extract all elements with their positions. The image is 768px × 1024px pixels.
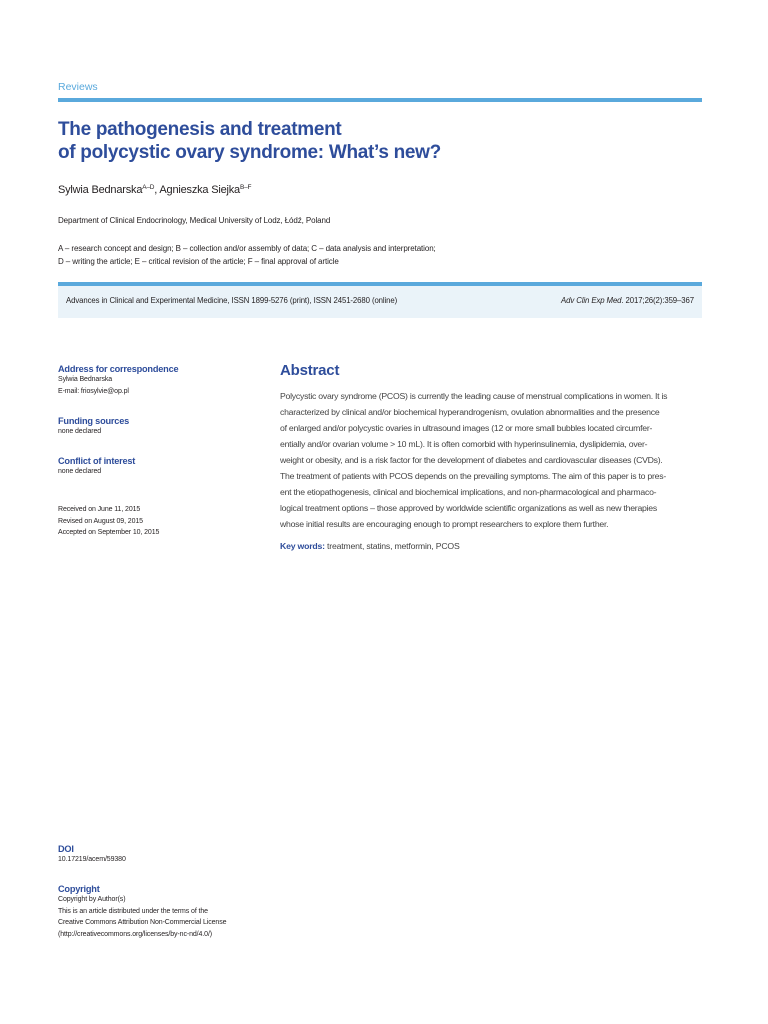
abstract-line: logical treatment options – those approved by worldwide scientific organizations as well as new therapies — [280, 503, 657, 513]
contribution-legend — [58, 242, 436, 268]
abstract-line: The treatment of patients with PCOS depends on the prevailing symptoms. The aim of this paper is to pres- — [280, 471, 666, 481]
title-line: of polycystic ovary syndrome: What’s new? — [58, 142, 441, 163]
copyright-line: This is an article distributed under the terms of the — [58, 907, 208, 915]
author-contribution: A–D — [142, 184, 155, 191]
received-date: Received on June 11, 2015 — [58, 506, 141, 513]
funding-block — [58, 416, 129, 438]
authors — [58, 184, 251, 196]
correspondence-heading: Address for correspondence — [58, 364, 179, 374]
doi-heading: DOI — [58, 844, 74, 854]
copyright-heading: Copyright — [58, 884, 100, 894]
abstract-line: entially and/or ovarian volume > 10 mL). It is often comorbid with hyperinsulinemia, dyslipidemia, over- — [280, 439, 648, 449]
abstract-line: Polycystic ovary syndrome (PCOS) is currently the leading cause of menstrual complications in women. It is — [280, 391, 668, 401]
journal-name: Advances in Clinical and Experimental Medicine, ISSN 1899-5276 (print), ISSN 2451-2680 (online) — [66, 296, 398, 305]
journal-abbrev: Adv Clin Exp Med — [561, 296, 622, 305]
accepted-date: Accepted on September 10, 2015 — [58, 529, 160, 536]
article-title — [58, 118, 618, 164]
abstract-line: ent the etiopathogenesis, clinical and biochemical implications, and non-pharmacological and pharmaco- — [280, 487, 657, 497]
funding-heading: Funding sources — [58, 416, 130, 426]
top-rule — [58, 98, 702, 102]
affiliation: Department of Clinical Endocrinology, Medical University of Lodz, Łódź, Poland — [58, 216, 331, 225]
contribution-line: A – research concept and design; B – collection and/or assembly of data; C – data analysis and interpretation; — [58, 244, 436, 253]
author-name: Agnieszka Siejka — [159, 184, 240, 196]
contribution-line: D – writing the article; E – critical revision of the article; F – final approval of article — [58, 257, 339, 266]
author-contribution: B–F — [239, 184, 252, 191]
author-name: Sylwia Bednarska — [58, 184, 143, 196]
journal-bar — [58, 286, 702, 318]
doi-block — [58, 844, 126, 866]
abstract-body — [280, 388, 702, 532]
author-separator: , — [154, 184, 160, 196]
revised-date: Revised on August 09, 2015 — [58, 517, 143, 525]
abstract-line: of enlarged and/or polycystic ovaries in ultrasound images (12 or more small bubbles located circumfer- — [280, 423, 653, 433]
keywords — [280, 541, 460, 551]
correspondence-block — [58, 364, 178, 397]
section-label: Reviews — [58, 81, 98, 93]
correspondence-name: Sylwia Bednarska — [58, 376, 113, 383]
conflict-text: none declared — [58, 468, 102, 475]
journal-citation — [561, 296, 694, 305]
title-line: The pathogenesis and treatment — [58, 119, 342, 140]
funding-text: none declared — [58, 428, 102, 435]
conflict-block — [58, 456, 135, 478]
keywords-list: treatment, statins, metformin, PCOS — [324, 541, 460, 551]
copyright-block — [58, 884, 226, 940]
copyright-text — [58, 894, 226, 940]
copyright-line: Copyright by Author(s) — [58, 896, 126, 903]
dates-block — [58, 504, 159, 539]
abstract-heading: Abstract — [280, 362, 340, 379]
copyright-line: (http://creativecommons.org/licenses/by-nc-nd/4.0/) — [58, 930, 213, 938]
abstract-line: characterized by clinical and/or biochemical hyperandrogenism, ovulation abnormalities and the presence — [280, 407, 660, 417]
citation-details: . 2017;26(2):359–367 — [621, 296, 694, 305]
correspondence-email: E-mail: friosylvie@op.pl — [58, 387, 129, 395]
correspondence-details — [58, 374, 178, 397]
abstract-line: whose initial results are encouraging enough to prompt researchers to explore them further. — [280, 519, 609, 529]
copyright-line: Creative Commons Attribution Non-Commercial License — [58, 919, 227, 926]
keywords-label: Key words: — [280, 541, 325, 551]
conflict-heading: Conflict of interest — [58, 456, 136, 466]
doi-text: 10.17219/acem/59380 — [58, 856, 126, 863]
abstract-line: weight or obesity, and is a risk factor for the development of diabetes and cardiovascular diseases (CVDs). — [280, 455, 663, 465]
